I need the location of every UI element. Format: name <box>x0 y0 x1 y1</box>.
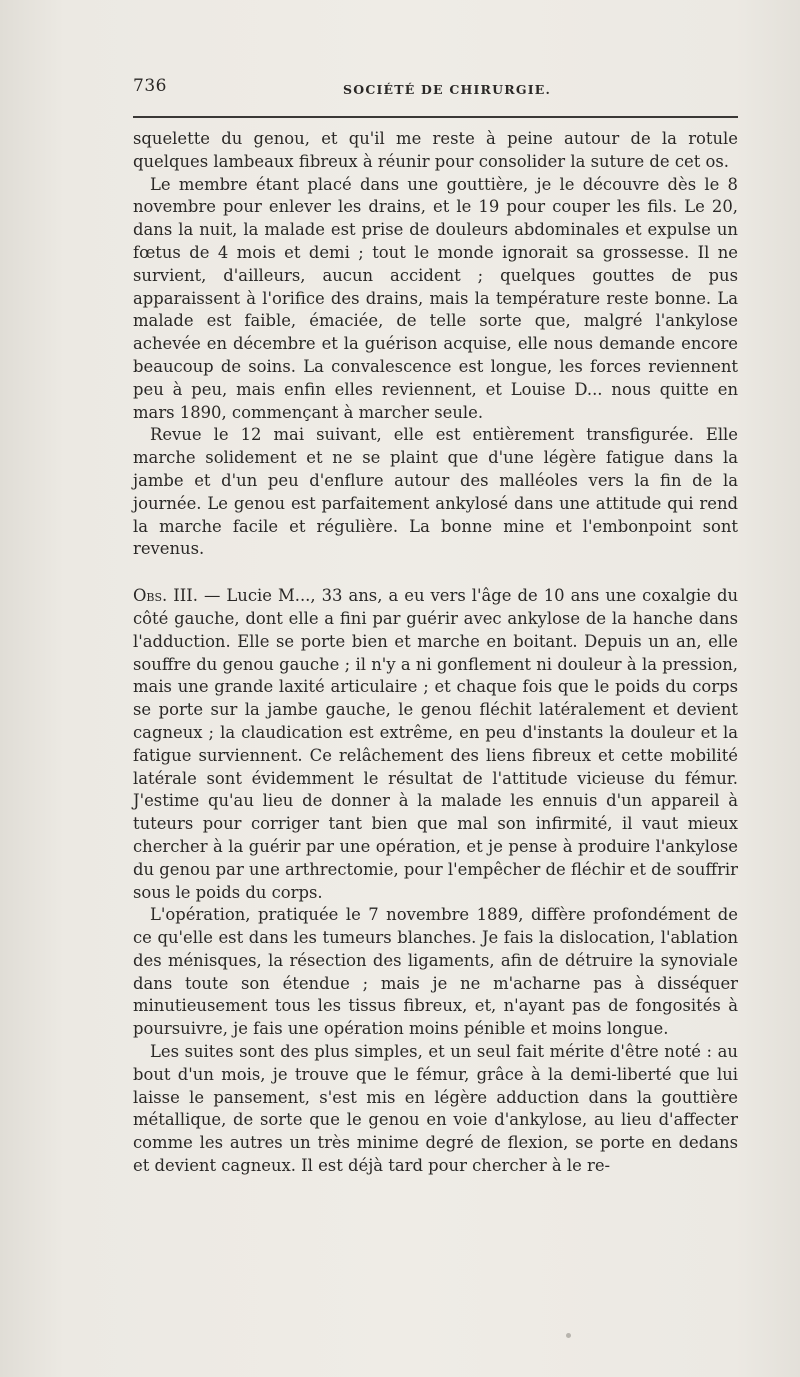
observation-label: Obs. III. <box>133 586 198 606</box>
page-number: 736 <box>133 76 167 96</box>
page-header <box>133 76 738 100</box>
body-text <box>133 128 738 1178</box>
paragraph: Les suites sont des plus simples, et un seul fait mérite d'être noté : au bout d'un mois, je trouve que le fémur, grâce à la demi-liberté que lui laisse le pansement, s'est mis en légère adduction dans la gouttière métallique, de sorte que le genou en voie d'ankylose, au lieu d'affecter comme les autres un très minime degré de flexion, se porte en dedans et devient cagneux. Il est déjà tard pour chercher à le re- <box>133 1042 738 1176</box>
paragraph-continued: squelette du genou, et qu'il me reste à peine autour de la rotule quelques lambeaux fibreux à réunir pour consolider la suture de cet os. <box>133 129 738 171</box>
paragraph: Le membre étant placé dans une gouttière, je le découvre dès le 8 novembre pour enlever les drains, et le 19 pour couper les fils. Le 20, dans la nuit, la malade est prise de douleurs abdominales et expulse un fœtus de 4 mois et demi ; tout le monde ignorait sa grossesse. Il ne survient, d'ailleurs, aucun accident ; quelques gouttes de pus apparaissent à l'orifice des drains, mais la température reste bonne. La malade est faible, émaciée, de telle sorte que, malgré l'ankylose achevée en décembre et la guérison acquise, elle nous demande encore beaucoup de soins. La convalescence est longue, les forces reviennent peu à peu, mais enfin elles reviennent, et Louise D... nous quitte en mars 1890, commençant à marcher seule. <box>133 174 738 422</box>
paper-speck <box>566 1333 571 1338</box>
header-rule <box>133 116 738 118</box>
paragraph: Revue le 12 mai suivant, elle est entièrement transfigurée. Elle marche solidement et ne se plaint que d'une légère fatigue dans la jambe et d'un peu d'enflure autour des malléoles vers la fin de la journée. Le genou est parfaitement ankylosé dans une attitude qui rend la marche facile et régulière. La bonne mine et l'embonpoint sont revenus. <box>133 425 738 559</box>
observation-paragraph <box>133 585 738 904</box>
observation-text: — Lucie M..., 33 ans, a eu vers l'âge de 10 ans une coxalgie du côté gauche, dont elle a fini par guérir avec ankylose de la hanche dans l'adduction. Elle se porte bien et marche en boitant. Depuis un an, elle souffre du genou gauche ; il n'y a ni gonflement ni douleur à la pression, mais une grande laxité articulaire ; et chaque fois que le poids du corps se porte sur la jambe gauche, le genou fléchit latéralement et devient cagneux ; la claudication est extrême, en peu d'instants la douleur et la fatigue surviennent. Ce relâchement des liens fibreux et cette mobilité latérale sont évidemment le résultat de l'attitude vicieuse du fémur. J'estime qu'au lieu de donner à la malade les ennuis d'un appareil à tuteurs pour corriger tant bien que mal son infirmité, il vaut mieux chercher à la guérir par une opération, et je pense à produire l'ankylose du genou par une arthrectomie, pour l'empêcher de fléchir et de souffrir sous le poids du corps. <box>133 586 738 902</box>
paragraph: L'opération, pratiquée le 7 novembre 1889, diffère profondément de ce qu'elle est dans les tumeurs blanches. Je fais la dislocation, l'ablation des ménisques, la résection des ligaments, afin de détruire la synoviale dans toute son étendue ; mais je ne m'acharne pas à disséquer minutieusement tous les tissus fibreux, et, n'ayant pas de fongosités à poursuivre, je fais une opération moins pénible et moins longue. <box>133 905 738 1039</box>
running-title: SOCIÉTÉ DE CHIRURGIE. <box>343 82 552 97</box>
